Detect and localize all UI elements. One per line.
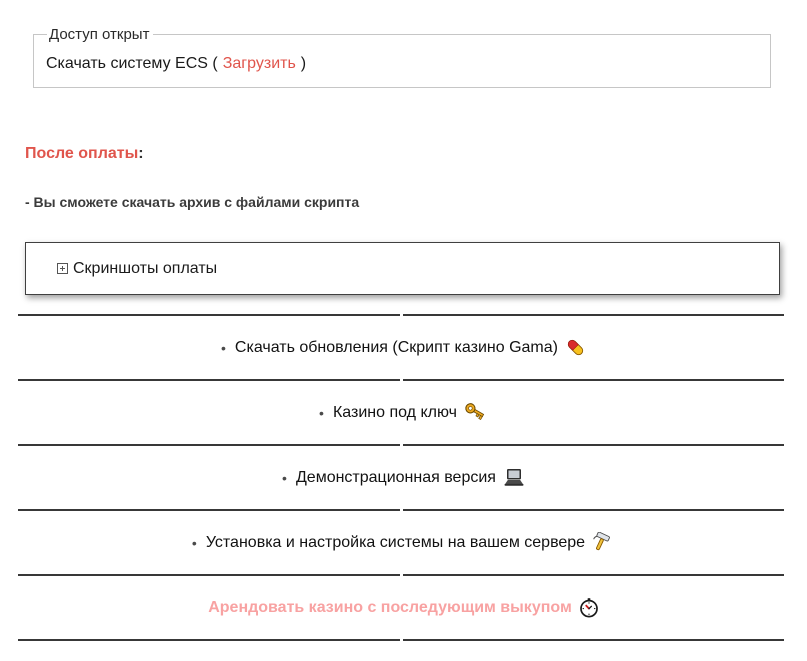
service-row[interactable]: [0, 381, 807, 444]
payment-screenshots-label: Скриншоты оплаты: [73, 259, 218, 277]
service-label: Арендовать казино с последующим выкупом: [208, 598, 572, 616]
bullet-icon: •: [221, 339, 226, 356]
bullet-icon: •: [191, 534, 197, 551]
bullet-icon: •: [282, 469, 287, 486]
after-payment-title-text: После оплаты: [25, 145, 139, 162]
bullet-icon: •: [319, 404, 324, 421]
key-icon: [464, 402, 488, 423]
timer-icon: [579, 598, 599, 618]
access-fieldset: [33, 26, 771, 88]
after-payment-note: - Вы сможете скачать архив с файлами скрипта: [25, 194, 360, 210]
separator-line: [0, 574, 807, 576]
payment-screenshots-expander[interactable]: [25, 242, 780, 295]
separator-line: [0, 379, 807, 381]
service-label: Демонстрационная версия: [295, 468, 496, 486]
separator-line: [0, 509, 807, 511]
page: [0, 26, 807, 661]
service-row[interactable]: [0, 511, 807, 574]
access-legend: Доступ открыт: [49, 26, 150, 43]
service-label: Установка и настройка системы на вашем сервере: [205, 533, 586, 551]
access-line: [46, 55, 758, 73]
service-label: Скачать обновления (Скрипт казино Gama): [234, 338, 558, 356]
service-label: Казино под ключ: [332, 403, 457, 421]
after-payment-title-colon: :: [138, 145, 144, 162]
service-row[interactable]: [0, 316, 807, 379]
access-text-after: ): [300, 55, 307, 72]
access-text-before: Скачать систему ECS (: [46, 55, 218, 72]
separator-line: [0, 639, 807, 641]
services-list: [0, 314, 807, 641]
hammer-icon: [592, 532, 615, 553]
after-payment-title: [25, 145, 807, 163]
separator-line: [0, 314, 807, 316]
pill-icon: [565, 337, 586, 358]
laptop-icon: [503, 468, 525, 487]
separator-line: [0, 444, 807, 446]
service-row[interactable]: [0, 446, 807, 509]
service-row[interactable]: [0, 576, 807, 639]
plus-box-icon[interactable]: [57, 263, 68, 274]
download-link[interactable]: Загрузить: [222, 55, 296, 72]
